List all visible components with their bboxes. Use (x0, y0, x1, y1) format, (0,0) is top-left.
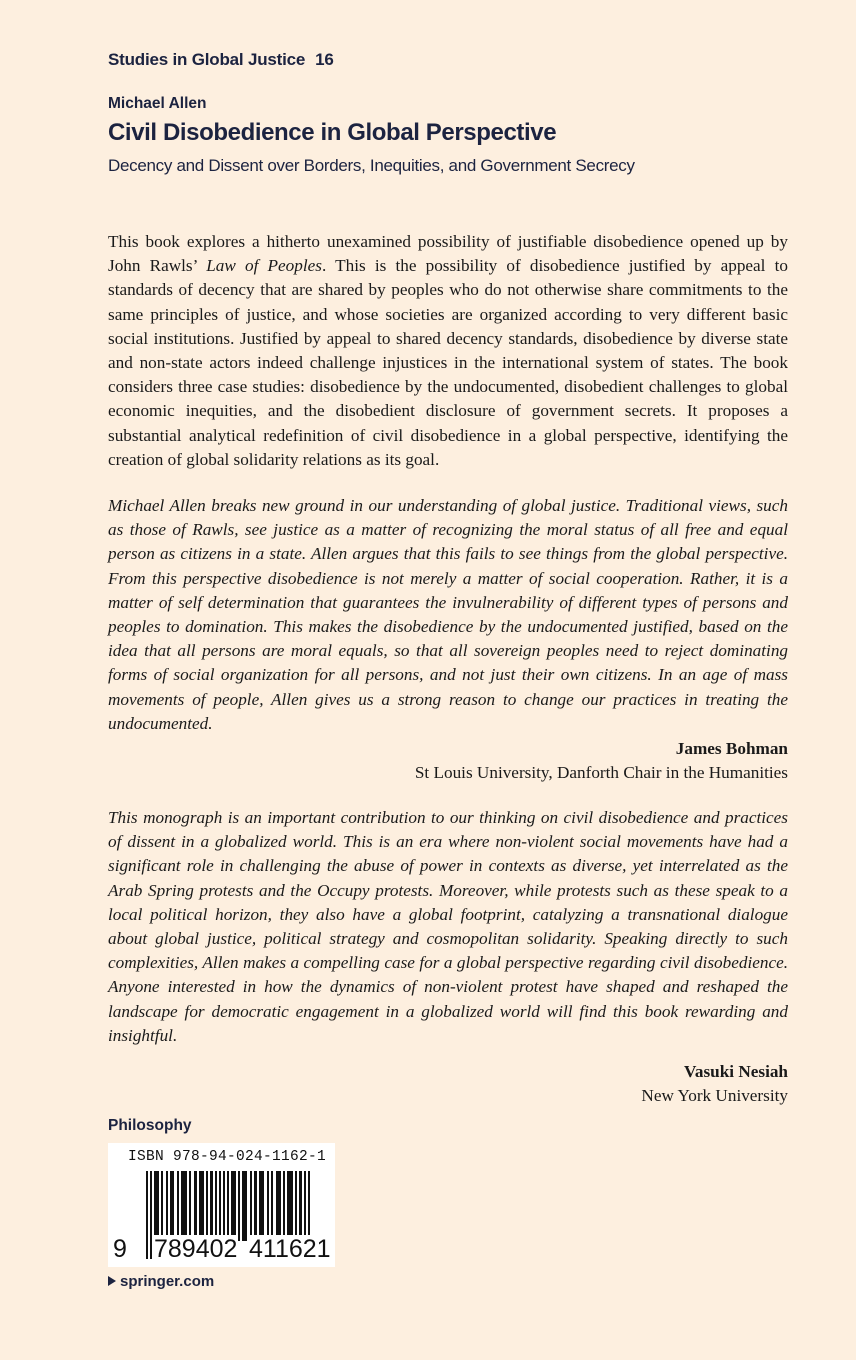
series-volume: 16 (315, 50, 334, 69)
endorser-name: Vasuki Nesiah (684, 1062, 788, 1081)
publisher-link[interactable] (108, 1273, 214, 1290)
description-text-cont: . This is the possibility of disobedience justified by appeal to standards of decency that are shared by peoples who do not otherwise share commitments to the same principles of justice, and whose societies are organized according to very different basic social institutions. Justified by appeal to shared decency standards, disobedience by diverse state and non-state actors indeed challenge injustices in the international system of states. The book considers three case studies: disobedience by the undocumented, disobedient challenges to global economic inequities, and the disobedient disclosure of government secrets. It proposes a substantial analytical redefinition of civil disobedience in a global perspective, identifying the creation of global solidarity relations as its goal. (108, 256, 788, 469)
series-name: Studies in Global Justice (108, 50, 306, 69)
book-title: Civil Disobedience in Global Perspective (108, 119, 557, 146)
endorsement-quote: This monograph is an important contribution to our thinking on civil disobedience and practices of dissent in a globalized world. This is an era where non-violent social movements have had a significant role in challenging the abuse of power in contexts as diverse, yet interrelated as the Arab Spring protests and the Occupy protests. Moreover, while protests such as these speak to a local political horizon, they also have a global footprint, catalyzing a transnational dialogue about global justice, political strategy and cosmopolitan solidarity. Speaking directly to such complexities, Allen makes a compelling case for a global perspective regarding civil disobedience. Anyone interested in how the dynamics of non-violent protest have shaped and reshaped the landscape for democratic engagement in a globalized world will find this book rewarding and insightful. (108, 808, 788, 1045)
endorser-affiliation: St Louis University, Danforth Chair in the Humanities (414, 763, 788, 783)
isbn-barcode (108, 1143, 335, 1267)
book-description (108, 230, 788, 472)
barcode-digit-group-right: 411621 (249, 1235, 331, 1263)
barcode-digit-group-left: 789402 (154, 1235, 238, 1263)
publisher-link-label: springer.com (120, 1273, 215, 1290)
barcode-digits (108, 1231, 335, 1265)
description-text: This book explores a hitherto unexamined possibility of justifiable disobedience opened up by John Rawls’ (108, 232, 788, 276)
endorser-affiliation: New York University (641, 1086, 788, 1106)
triangle-right-icon (108, 1276, 116, 1286)
book-subtitle: Decency and Dissent over Borders, Inequities, and Government Secrecy (108, 156, 635, 175)
endorsement-quote: Michael Allen breaks new ground in our understanding of global justice. Traditional views, such as those of Rawls, see justice as a matter of recognizing the moral status of all free and equal person as citizens in a state. Allen argues that this fails to see things from the global perspective. From this perspective disobedience is not merely a matter of social cooperation. Rather, it is a matter of self determination that guarantees the invulnerability of different types of persons and peoples to domination. This makes the disobedience by the undocumented justified, based on the idea that all persons are moral equals, so that all sovereign peoples need to reject dominating forms of social organization for all persons, and not just their own citizens. In an age of mass movements of people, Allen gives us a strong reason to change our practices in treating the undocumented. (108, 496, 788, 733)
endorsement-attribution (641, 1060, 788, 1109)
endorsement-attribution (415, 737, 788, 786)
author-name: Michael Allen (108, 95, 207, 112)
endorser-name: James Bohman (675, 739, 788, 758)
subject-category: Philosophy (108, 1117, 192, 1134)
isbn-label: ISBN 978-94-024-1162-1 (128, 1149, 327, 1165)
description-italic-title: Law of Peoples (206, 256, 322, 276)
series-title (108, 50, 334, 70)
barcode-digit-prefix: 9 (113, 1235, 127, 1263)
